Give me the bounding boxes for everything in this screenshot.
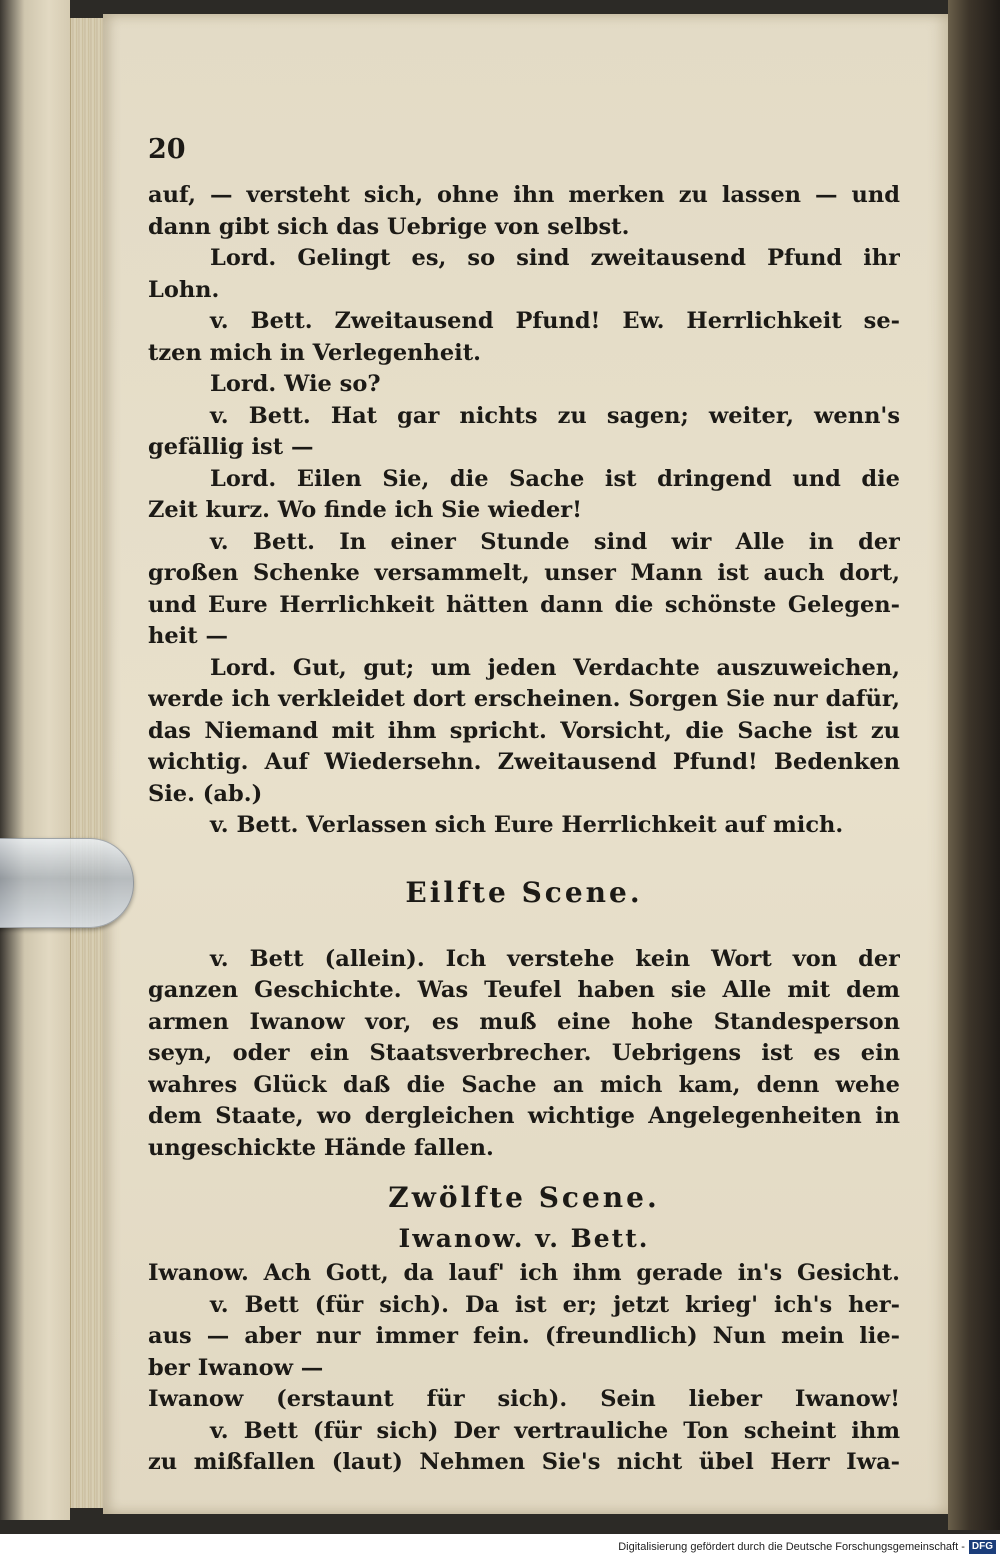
text-line: v. Bett (allein). Ich verstehe kein Wort von der <box>210 945 900 972</box>
text-line: Lord. Gut, gut; um jeden Verdachte auszuweichen, <box>210 654 900 681</box>
text-line: Iwanow. Ach Gott, da lauf' ich ihm gerade in's Gesicht. <box>148 1260 900 1286</box>
text-block-top <box>148 180 900 842</box>
text-line: auf, — versteht sich, ohne ihn merken zu lassen — und <box>148 182 900 208</box>
scene-heading-twelve: Zwölfte Scene. <box>388 1181 660 1214</box>
book-edge-left <box>0 0 70 1520</box>
book-clamp-clip <box>0 838 134 928</box>
text-line: v. Bett. Hat gar nichts zu sagen; weiter, wenn's <box>210 402 900 429</box>
text-line: v. Bett (für sich). Da ist er; jetzt krieg' ich's her- <box>210 1291 900 1318</box>
text-line: v. Bett (für sich) Der vertrauliche Ton scheint ihm <box>210 1417 900 1444</box>
text-line: Lord. Eilen Sie, die Sache ist dringend und die <box>210 465 900 492</box>
text-line: Sie. (ab.) <box>148 780 263 807</box>
scene-heading-eleven: Eilfte Scene. <box>405 875 643 909</box>
text-line: tzen mich in Verlegenheit. <box>148 339 481 366</box>
text-line: seyn, oder ein Staatsverbrecher. Uebrigens ist es ein <box>148 1040 900 1066</box>
text-line: zu mißfallen (laut) Nehmen Sie's nicht übel Herr Iwa- <box>148 1449 900 1475</box>
text-line: ganzen Geschichte. Was Teufel haben sie Alle mit dem <box>148 977 900 1003</box>
text-line: v. Bett. Verlassen sich Eure Herrlichkeit auf mich. <box>210 812 844 838</box>
text-line: v. Bett. In einer Stunde sind wir Alle in der <box>210 528 900 555</box>
text-block-middle <box>148 944 900 1165</box>
text-line: aus — aber nur immer fein. (freundlich) Nun mein lie- <box>148 1323 900 1349</box>
text-line: und Eure Herrlichkeit hätten dann die schönste Gelegen- <box>148 591 900 618</box>
page-stack-edge <box>70 18 106 1508</box>
text-line: ber Iwanow — <box>148 1354 324 1381</box>
text-line: wahres Glück daß die Sache an mich kam, denn wehe <box>148 1071 900 1098</box>
page-number: 20 <box>148 134 186 165</box>
book-gutter-right <box>948 0 1000 1530</box>
text-block-bottom <box>148 1258 900 1479</box>
text-line: Lord. Wie so? <box>210 371 381 397</box>
text-line: dem Staate, wo dergleichen wichtige Angelegenheiten in <box>148 1103 900 1129</box>
text-line: armen Iwanow vor, es muß eine hohe Standesperson <box>148 1008 900 1035</box>
text-line: großen Schenke versammelt, unser Mann ist auch dort, <box>148 560 900 586</box>
digitization-footer <box>0 1534 1000 1560</box>
text-line: Lohn. <box>148 276 220 303</box>
text-line: v. Bett. Zweitausend Pfund! Ew. Herrlichkeit se- <box>210 308 900 334</box>
text-line: ungeschickte Hände fallen. <box>148 1134 494 1161</box>
text-line: das Niemand mit ihm spricht. Vorsicht, die Sache ist zu <box>148 717 900 744</box>
text-line: heit — <box>148 623 228 649</box>
text-line: Lord. Gelingt es, so sind zweitausend Pfund ihr <box>210 245 900 271</box>
text-line: gefällig ist — <box>148 434 314 460</box>
text-line: wichtig. Auf Wiedersehn. Zweitausend Pfund! Bedenken <box>148 749 900 775</box>
text-line: Iwanow (erstaunt für sich). Sein lieber Iwanow! <box>148 1386 900 1412</box>
scene-characters: Iwanow. v. Bett. <box>398 1224 650 1253</box>
text-line: Zeit kurz. Wo finde ich Sie wieder! <box>148 497 583 523</box>
page-content <box>148 130 900 1479</box>
text-line: dann gibt sich das Uebrige von selbst. <box>148 213 630 240</box>
dfg-logo: DFG <box>969 1540 996 1554</box>
footer-text: Digitalisierung gefördert durch die Deutsche Forschungsgemeinschaft - <box>618 1541 965 1553</box>
text-line: werde ich verkleidet dort erscheinen. Sorgen Sie nur dafür, <box>148 686 900 712</box>
